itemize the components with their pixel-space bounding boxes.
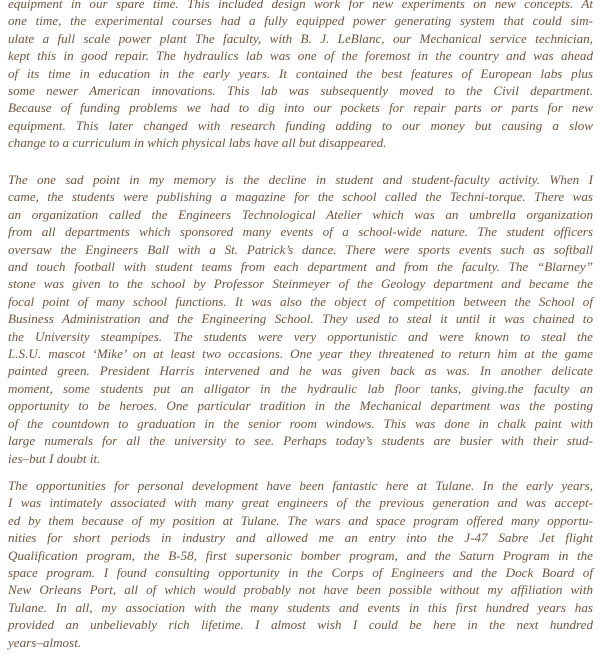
text-line: I was intimately associated with many great engineers of the previous generation and was accept- [8, 495, 593, 511]
text-line: equipment in our spare time. This included design work for new experiments on new concepts. At [8, 0, 593, 11]
text-line: large numerals for all the university to see. Perhaps today’s students are busier with their stud- [8, 433, 593, 449]
text-line: came, the students were publishing a magazine for the school called the Techni-torque. There was [8, 189, 593, 205]
text-line: Tulane. In all, my association with the many students and events in this first hundred years has [8, 599, 593, 615]
text-line: one time, the experimental courses had a fully equipped power generating system that could sim- [8, 13, 593, 29]
text-line: stone was given to the school by Professor Steinmeyer of the Geology department and became the [8, 276, 593, 292]
paragraph-personal-development [8, 477, 593, 651]
text-line: years–almost. [8, 634, 82, 650]
text-line: ies–but I doubt it. [8, 450, 101, 466]
text-line: of the countdown to graduation in the senior room windows. This was done in chalk paint with [8, 415, 593, 431]
text-line: opportunity to be heroes. One particular tradition in the Mechanical department was the posting [8, 398, 593, 414]
text-line: change to a curriculum in which physical labs have all but disappeared. [8, 135, 387, 151]
text-line: ulate a full scale power plant The faculty, with B. J. LeBlanc, our Mechanical service technician, [8, 30, 593, 46]
text-line: the University steampipes. The students were very opportunistic and were known to steal the [8, 328, 593, 344]
text-line: The one sad point in my memory is the decline in student and student-faculty activity. When I [8, 172, 593, 187]
text-line: from all departments which sponsored many events of a school-wide nature. The student officers [8, 224, 593, 240]
text-line: of its time in education in the early years. It contained the best features of European labs plus [8, 65, 593, 81]
text-line: The opportunities for personal development have been fantastic here at Tulane. In the early years, [8, 478, 593, 493]
text-line: L.S.U. mascot ‘Mike’ on at least two occasions. One year they threatened to return him at the game [8, 346, 593, 362]
text-line: kept this in good repair. The hydraulics lab was one of the foremost in the country and was ahead [8, 48, 593, 64]
text-line: painted green. President Harris intervened and he was given back as was. In another delicate [8, 363, 593, 379]
text-line: space program. I found consulting opportunity in the Corps of Engineers and the Dock Board of [8, 565, 593, 581]
text-line: oversaw the Engineers Ball with a St. Patrick’s dance. There were sports events such as softball [8, 241, 593, 257]
text-line: Business Administration and the Engineering School. They used to steal it until it was chained to [8, 311, 593, 327]
text-line: provided an unbelievably rich lifetime. I almost wish I could be here in the next hundred [8, 617, 593, 633]
text-line: Qualification program, the B-58, first supersonic bomber program, and the Saturn Program in the [8, 547, 593, 563]
text-line: an organization called the Engineers Technological Atelier which was an umbrella organization [8, 206, 593, 222]
text-line: nities for short periods in industry and allowed me an entry into the J-47 Sabre Jet flight [8, 530, 593, 546]
text-line: focal point of many school functions. It was also the object of competition between the School of [8, 293, 593, 309]
paragraph-student-activity [8, 171, 593, 467]
paragraph-lab-equipment [8, 0, 593, 152]
text-line: Because of funding problems we had to dig into our pockets for repair parts or parts for new [8, 100, 593, 116]
text-line: and touch football with student teams from each department and from the faculty. The “Blarney” [8, 259, 593, 275]
text-line: equipment. This later changed with research funding adding to our money but causing a slow [8, 117, 593, 133]
text-line: New Orleans Port, all of which would probably not have been possible without my affiliation with [8, 582, 593, 598]
text-line: some newer American innovations. This lab was subsequently moved to the Civil department. [8, 83, 593, 99]
text-line: ed by them because of my position at Tulane. The wars and space program offered many opportu- [8, 512, 593, 528]
text-line: moment, some students put an alligator in the hydraulic lab floor tanks, giving.the faculty an [8, 380, 593, 396]
